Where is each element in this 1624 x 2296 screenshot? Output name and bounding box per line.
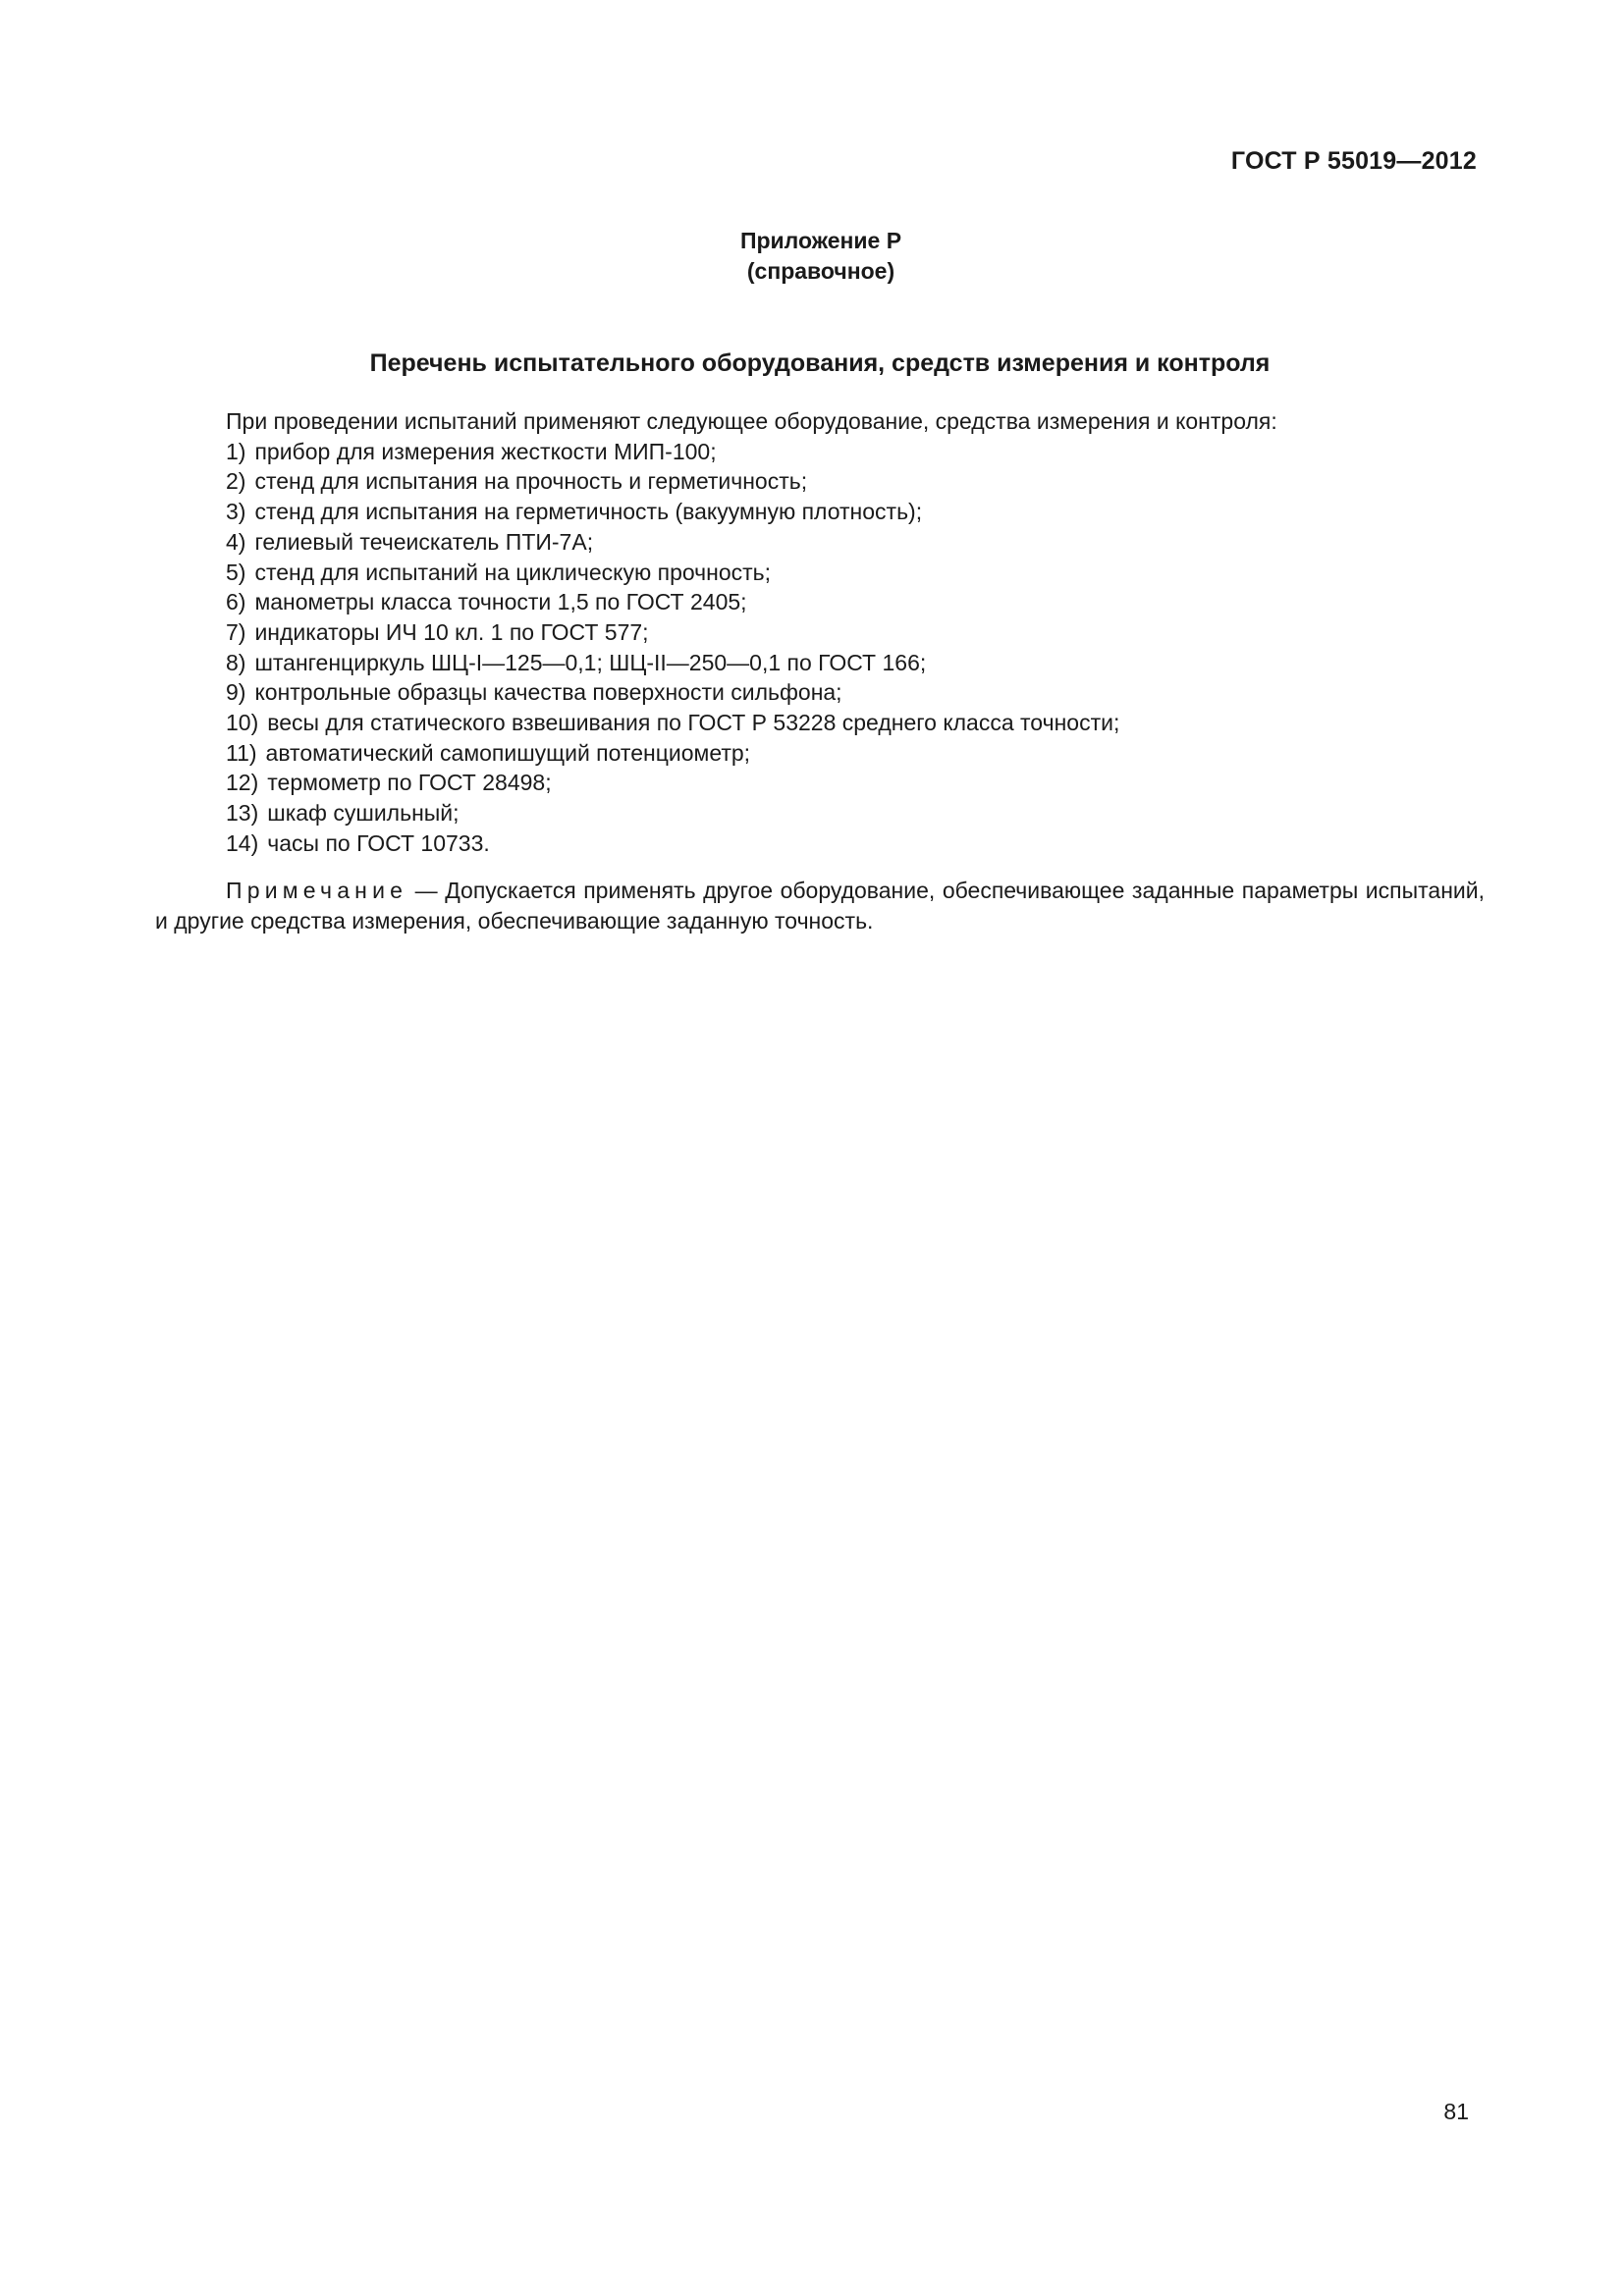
list-item-text: часы по ГОСТ 10733.: [267, 829, 490, 856]
list-item-text: шкаф сушильный;: [267, 800, 460, 827]
list-item-number: 10): [226, 710, 259, 736]
list-item-number: 12): [226, 770, 259, 796]
list-item: [226, 466, 1483, 497]
list-item-text: термометр по ГОСТ 28498;: [267, 770, 552, 796]
list-item-number: 8): [226, 649, 246, 675]
list-item-text: автоматический самопишущий потенциометр;: [265, 739, 751, 766]
page-number: 81: [1443, 2099, 1469, 2124]
appendix-title: Приложение Р: [739, 228, 902, 253]
list-item-number: 13): [226, 800, 259, 827]
list-item-text: контрольные образцы качества поверхности сильфона;: [254, 679, 842, 706]
list-item-text: весы для статического взвешивания по ГОСТ Р 53228 среднего класса точности;: [267, 710, 1120, 736]
list-item-text: прибор для измерения жесткости МИП-100;: [254, 438, 717, 464]
intro-paragraph: При проведении испытаний применяют следующее оборудование, средства измерения и контроля:: [226, 408, 1277, 434]
appendix-kind: (справочное): [746, 258, 895, 284]
appendix-heading: [0, 226, 1624, 287]
list-item-text: стенд для испытания на прочность и герметичность;: [254, 468, 808, 495]
list-item: [226, 558, 1483, 588]
list-item-text: стенд для испытаний на циклическую прочность;: [254, 559, 772, 585]
note-text: — Допускается применять другое оборудование, обеспечивающее заданные параметры испытаний, и другие средства измерения, обеспечивающие заданную точность.: [155, 878, 1485, 934]
document-code: ГОСТ Р 55019—2012: [1230, 147, 1477, 175]
list-item-text: штангенциркуль ШЦ-I—125—0,1; ШЦ-II—250—0,1 по ГОСТ 166;: [254, 649, 927, 675]
list-item-number: 6): [226, 589, 246, 615]
list-item: [226, 587, 1483, 617]
list-item: [226, 768, 1483, 798]
list-item-text: гелиевый течеискатель ПТИ-7А;: [254, 528, 594, 555]
list-item-text: индикаторы ИЧ 10 кл. 1 по ГОСТ 577;: [254, 618, 649, 645]
list-item: [226, 708, 1483, 738]
list-item: [226, 497, 1483, 527]
list-item: [226, 648, 1483, 678]
list-item: [226, 527, 1483, 558]
list-item-text: стенд для испытания на герметичность (вакуумную плотность);: [254, 499, 923, 525]
list-item: [226, 437, 1483, 467]
list-item: [226, 677, 1483, 708]
list-item: [226, 617, 1483, 648]
list-item-number: 3): [226, 499, 246, 525]
list-item-number: 1): [226, 438, 246, 464]
list-item-number: 2): [226, 468, 246, 495]
note-paragraph: [155, 876, 1485, 935]
document-body: [226, 406, 1483, 859]
list-item-number: 14): [226, 829, 259, 856]
equipment-list: [226, 437, 1483, 859]
list-item-number: 11): [226, 739, 257, 766]
list-item: [226, 828, 1483, 859]
list-item-number: 4): [226, 528, 246, 555]
list-item-number: 5): [226, 559, 246, 585]
list-item-text: манометры класса точности 1,5 по ГОСТ 2405;: [254, 589, 747, 615]
list-item-number: 9): [226, 679, 246, 706]
note-label: Примечание: [226, 878, 408, 903]
list-item: [226, 798, 1483, 828]
list-item-number: 7): [226, 618, 246, 645]
list-item: [226, 738, 1483, 769]
section-title: Перечень испытательного оборудования, средств измерения и контроля: [369, 349, 1271, 377]
